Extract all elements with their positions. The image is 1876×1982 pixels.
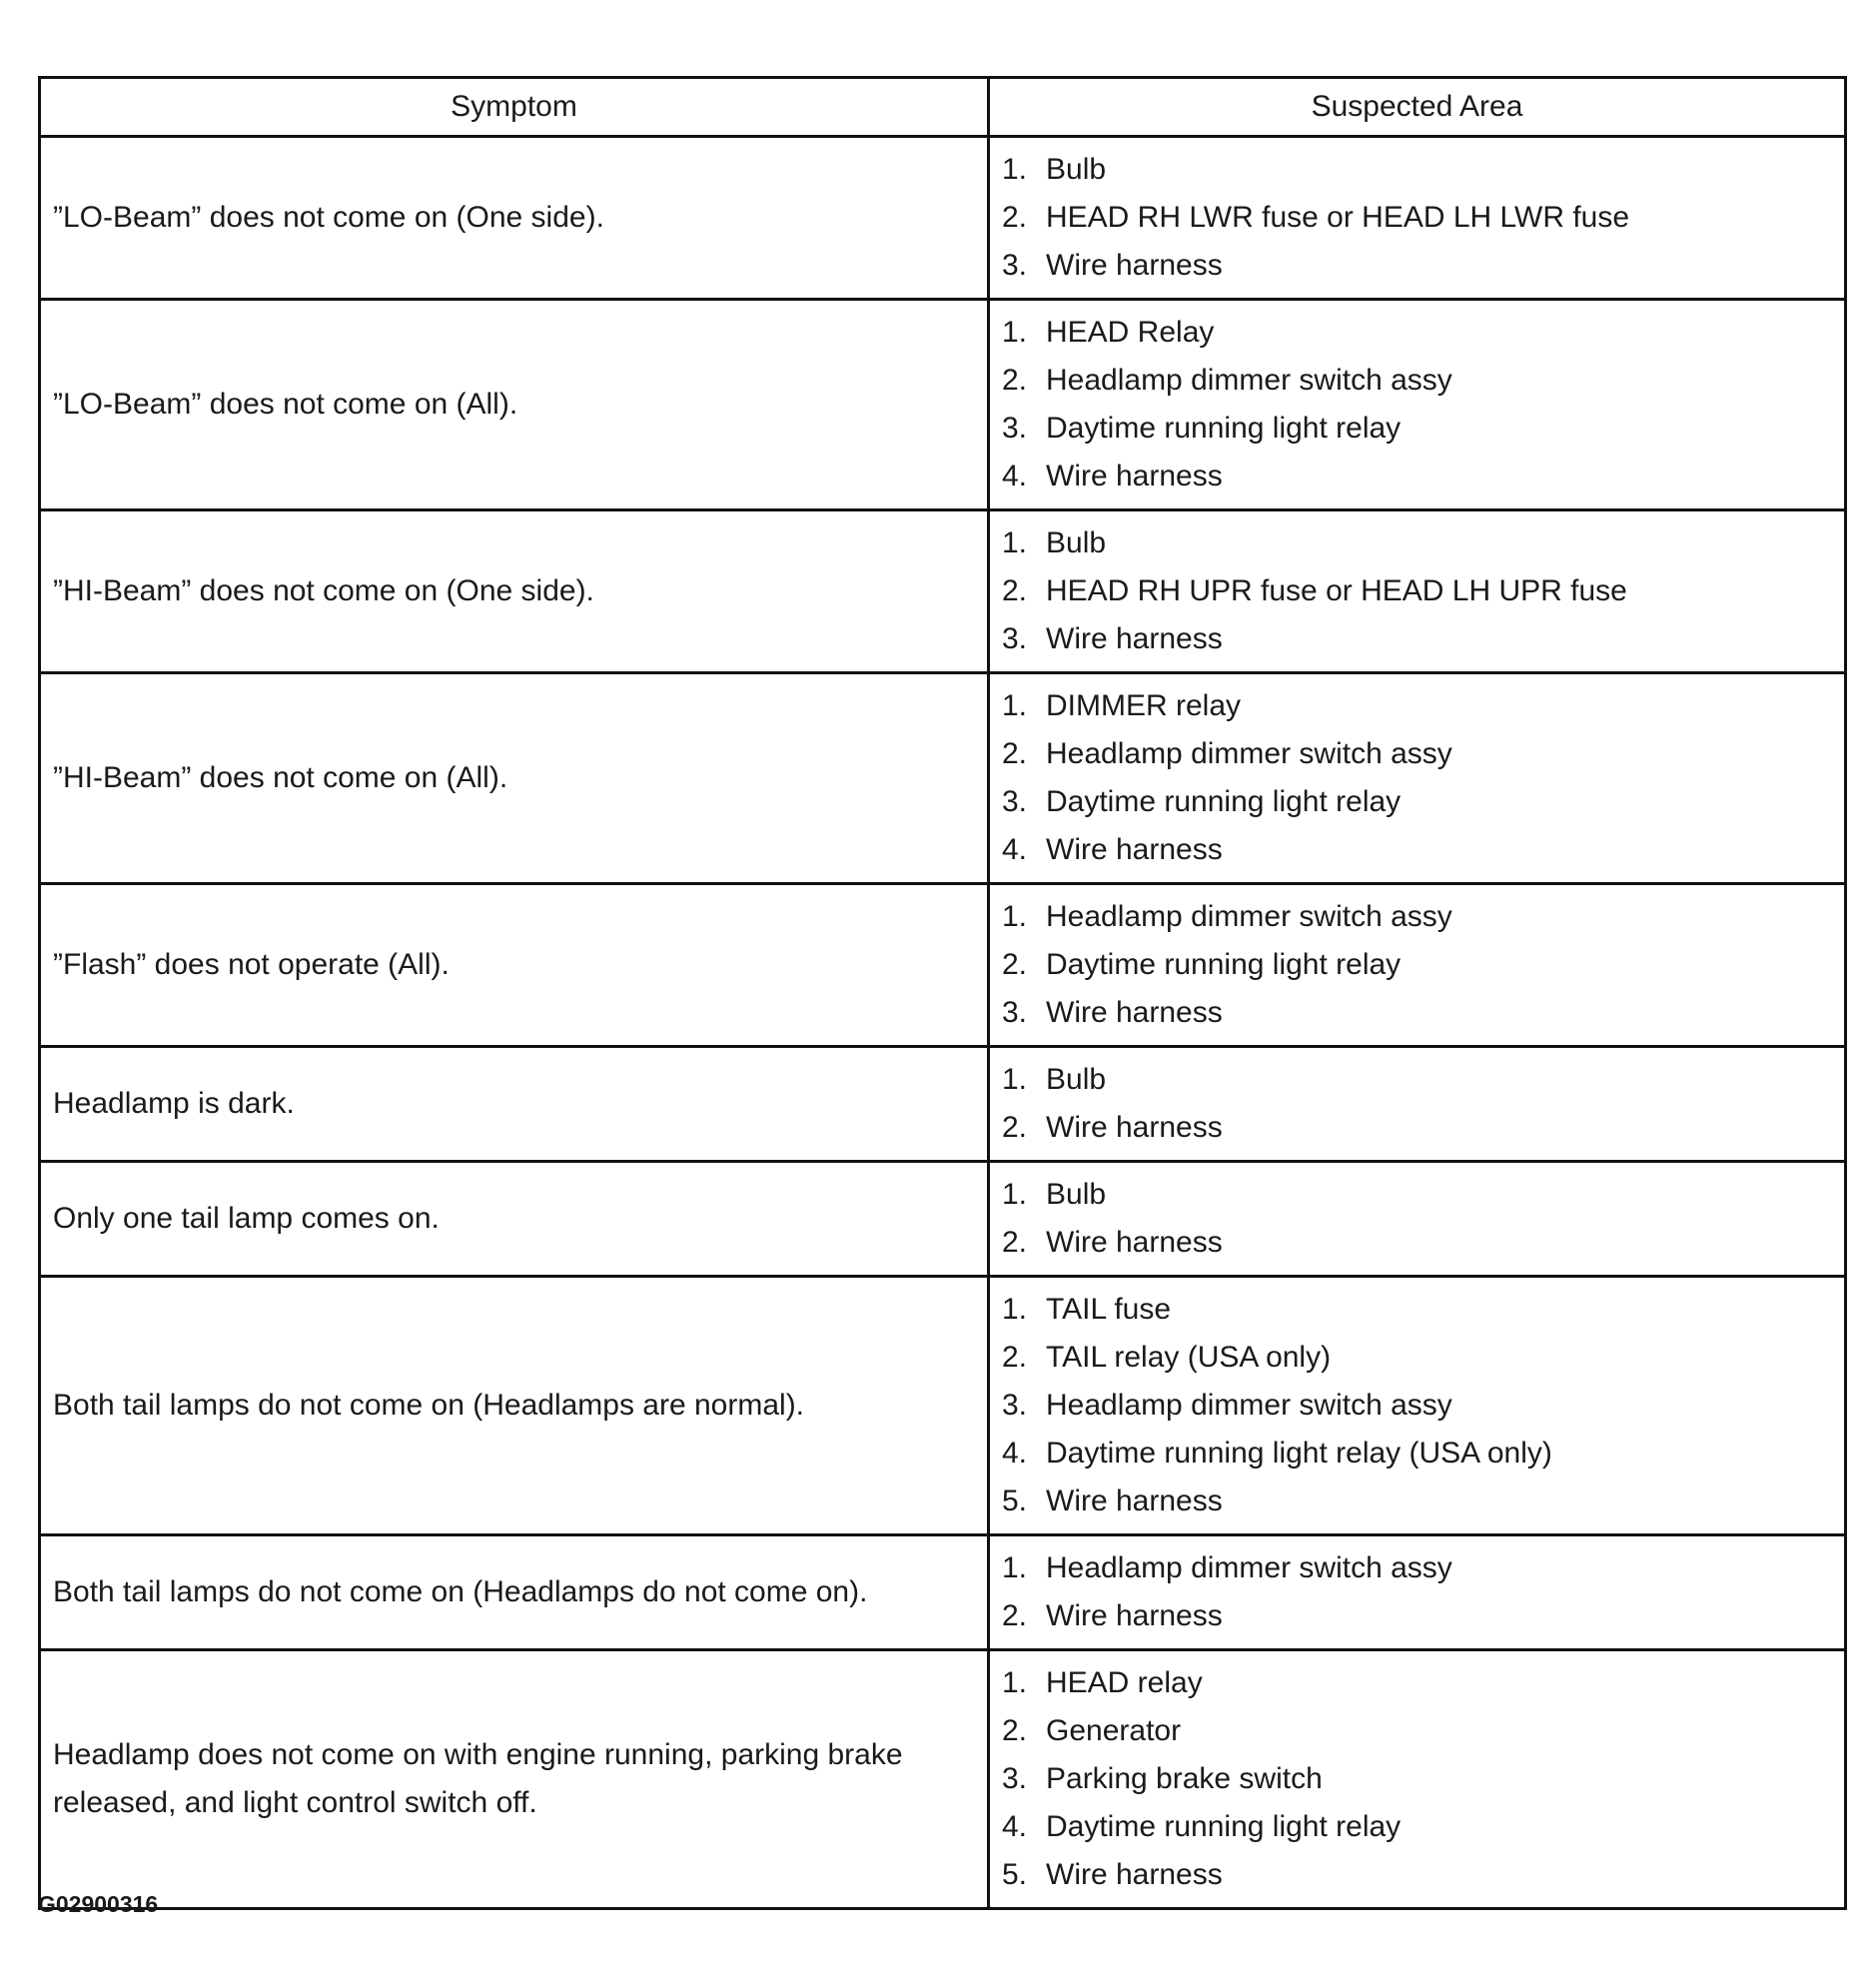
suspected-area-cell: [989, 1535, 1846, 1650]
list-item-text: HEAD RH UPR fuse or HEAD LH UPR fuse: [1046, 574, 1627, 607]
list-item: [1002, 1334, 1832, 1382]
symptom-cell: Headlamp is dark.: [40, 1047, 989, 1162]
suspected-area-list: [1002, 893, 1832, 1037]
suspected-area-cell: [989, 673, 1846, 884]
suspected-area-cell: [989, 1047, 1846, 1162]
suspected-area-list: [1002, 1286, 1832, 1525]
table-row: [40, 137, 1846, 300]
list-item: [1002, 194, 1832, 242]
list-item-number: 2.: [1002, 364, 1028, 397]
list-item-number: 5.: [1002, 1485, 1028, 1517]
list-item-text: Headlamp dimmer switch assy: [1046, 900, 1452, 933]
list-item: [1002, 1592, 1832, 1640]
list-item-text: Wire harness: [1046, 1485, 1223, 1517]
suspected-area-cell: [989, 510, 1846, 673]
list-item-number: 2.: [1002, 574, 1028, 607]
table-row: [40, 673, 1846, 884]
table-header-row: [40, 78, 1846, 137]
suspected-area-list: [1002, 1056, 1832, 1152]
list-item-text: Headlamp dimmer switch assy: [1046, 1551, 1452, 1584]
symptom-cell: Headlamp does not come on with engine running, parking brake released, and light control switch off.: [40, 1650, 989, 1909]
list-item-text: Bulb: [1046, 153, 1107, 186]
list-item-text: Daytime running light relay (USA only): [1046, 1437, 1552, 1470]
list-item-number: 3.: [1002, 996, 1028, 1029]
list-item-number: 1.: [1002, 689, 1028, 722]
list-item-number: 2.: [1002, 737, 1028, 770]
table-row: [40, 1047, 1846, 1162]
list-item-text: Daytime running light relay: [1046, 412, 1402, 445]
suspected-area-cell: [989, 884, 1846, 1047]
list-item: [1002, 1851, 1832, 1899]
list-item: [1002, 1056, 1832, 1104]
table-row: [40, 1277, 1846, 1535]
list-item: [1002, 453, 1832, 500]
list-item: [1002, 309, 1832, 357]
list-item-text: Daytime running light relay: [1046, 948, 1402, 981]
suspected-area-cell: [989, 137, 1846, 300]
table-row: [40, 1650, 1846, 1909]
document-sheet: [38, 76, 1844, 1910]
list-item: [1002, 405, 1832, 453]
list-item-number: 1.: [1002, 1551, 1028, 1584]
table-row: [40, 884, 1846, 1047]
list-item-number: 2.: [1002, 1341, 1028, 1374]
symptom-cell: Only one tail lamp comes on.: [40, 1162, 989, 1277]
list-item: [1002, 1707, 1832, 1755]
list-item-number: 3.: [1002, 1762, 1028, 1795]
list-item-text: HEAD RH LWR fuse or HEAD LH LWR fuse: [1046, 201, 1630, 234]
list-item-number: 3.: [1002, 622, 1028, 655]
list-item-number: 2.: [1002, 201, 1028, 234]
suspected-area-list: [1002, 1659, 1832, 1899]
symptom-cell: ”LO-Beam” does not come on (One side).: [40, 137, 989, 300]
suspected-area-list: [1002, 519, 1832, 663]
list-item-text: HEAD relay: [1046, 1666, 1203, 1699]
list-item-text: Wire harness: [1046, 1111, 1223, 1144]
list-item: [1002, 1382, 1832, 1430]
table-row: [40, 300, 1846, 510]
list-item: [1002, 826, 1832, 874]
list-item: [1002, 1219, 1832, 1267]
list-item: [1002, 242, 1832, 290]
list-item-text: Wire harness: [1046, 1599, 1223, 1632]
list-item: [1002, 941, 1832, 989]
header-symptom: Symptom: [40, 78, 989, 137]
suspected-area-cell: [989, 300, 1846, 510]
suspected-area-list: [1002, 309, 1832, 500]
symptom-cell: ”HI-Beam” does not come on (One side).: [40, 510, 989, 673]
list-item-text: Wire harness: [1046, 996, 1223, 1029]
table-row: [40, 1535, 1846, 1650]
suspected-area-list: [1002, 1171, 1832, 1267]
list-item-text: Headlamp dimmer switch assy: [1046, 1389, 1452, 1422]
list-item: [1002, 778, 1832, 826]
list-item: [1002, 1171, 1832, 1219]
list-item: [1002, 1544, 1832, 1592]
list-item: [1002, 519, 1832, 567]
list-item-number: 1.: [1002, 526, 1028, 559]
list-item: [1002, 1430, 1832, 1478]
list-item-number: 1.: [1002, 1293, 1028, 1326]
list-item-text: Wire harness: [1046, 622, 1223, 655]
suspected-area-cell: [989, 1650, 1846, 1909]
list-item-text: Daytime running light relay: [1046, 1810, 1402, 1843]
list-item-text: Headlamp dimmer switch assy: [1046, 364, 1452, 397]
list-item-text: Wire harness: [1046, 1226, 1223, 1259]
header-suspected-area: Suspected Area: [989, 78, 1846, 137]
table-row: [40, 1162, 1846, 1277]
table-row: [40, 510, 1846, 673]
list-item-text: TAIL fuse: [1046, 1293, 1172, 1326]
list-item-number: 4.: [1002, 833, 1028, 866]
figure-code: G02900316: [38, 1891, 159, 1917]
list-item-number: 2.: [1002, 1714, 1028, 1747]
list-item: [1002, 682, 1832, 730]
list-item-text: Wire harness: [1046, 460, 1223, 493]
list-item-number: 4.: [1002, 460, 1028, 493]
suspected-area-list: [1002, 1544, 1832, 1640]
list-item-text: Wire harness: [1046, 1858, 1223, 1891]
list-item: [1002, 989, 1832, 1037]
list-item-text: Bulb: [1046, 1063, 1107, 1096]
list-item-text: Bulb: [1046, 1178, 1107, 1211]
symptom-table: [38, 76, 1847, 1910]
list-item-number: 1.: [1002, 1178, 1028, 1211]
list-item: [1002, 730, 1832, 778]
list-item-number: 2.: [1002, 1111, 1028, 1144]
list-item-number: 2.: [1002, 1599, 1028, 1632]
list-item: [1002, 1286, 1832, 1334]
table-body: [40, 137, 1846, 1909]
list-item-number: 5.: [1002, 1858, 1028, 1891]
list-item-number: 2.: [1002, 1226, 1028, 1259]
list-item: [1002, 893, 1832, 941]
list-item-number: 3.: [1002, 249, 1028, 282]
list-item: [1002, 1478, 1832, 1525]
list-item: [1002, 1803, 1832, 1851]
symptom-cell: ”LO-Beam” does not come on (All).: [40, 300, 989, 510]
list-item: [1002, 357, 1832, 405]
list-item-number: 3.: [1002, 785, 1028, 818]
symptom-cell: Both tail lamps do not come on (Headlamps are normal).: [40, 1277, 989, 1535]
list-item: [1002, 1104, 1832, 1152]
list-item-text: Generator: [1046, 1714, 1182, 1747]
suspected-area-cell: [989, 1162, 1846, 1277]
list-item-number: 1.: [1002, 900, 1028, 933]
list-item-text: HEAD Relay: [1046, 316, 1215, 349]
list-item-number: 2.: [1002, 948, 1028, 981]
list-item: [1002, 1755, 1832, 1803]
list-item-number: 3.: [1002, 412, 1028, 445]
list-item-text: Bulb: [1046, 526, 1107, 559]
suspected-area-list: [1002, 146, 1832, 290]
list-item-text: DIMMER relay: [1046, 689, 1242, 722]
list-item-number: 1.: [1002, 316, 1028, 349]
list-item-number: 1.: [1002, 1666, 1028, 1699]
list-item: [1002, 615, 1832, 663]
list-item-text: Daytime running light relay: [1046, 785, 1402, 818]
symptom-cell: ”HI-Beam” does not come on (All).: [40, 673, 989, 884]
list-item-number: 4.: [1002, 1810, 1028, 1843]
suspected-area-cell: [989, 1277, 1846, 1535]
symptom-cell: Both tail lamps do not come on (Headlamps do not come on).: [40, 1535, 989, 1650]
list-item-text: Wire harness: [1046, 249, 1223, 282]
list-item-number: 1.: [1002, 153, 1028, 186]
list-item-number: 1.: [1002, 1063, 1028, 1096]
list-item-text: Parking brake switch: [1046, 1762, 1323, 1795]
list-item-number: 4.: [1002, 1437, 1028, 1470]
list-item-text: Headlamp dimmer switch assy: [1046, 737, 1452, 770]
symptom-cell: ”Flash” does not operate (All).: [40, 884, 989, 1047]
suspected-area-list: [1002, 682, 1832, 874]
list-item-text: Wire harness: [1046, 833, 1223, 866]
list-item-number: 3.: [1002, 1389, 1028, 1422]
list-item: [1002, 146, 1832, 194]
list-item: [1002, 567, 1832, 615]
list-item-text: TAIL relay (USA only): [1046, 1341, 1332, 1374]
list-item: [1002, 1659, 1832, 1707]
